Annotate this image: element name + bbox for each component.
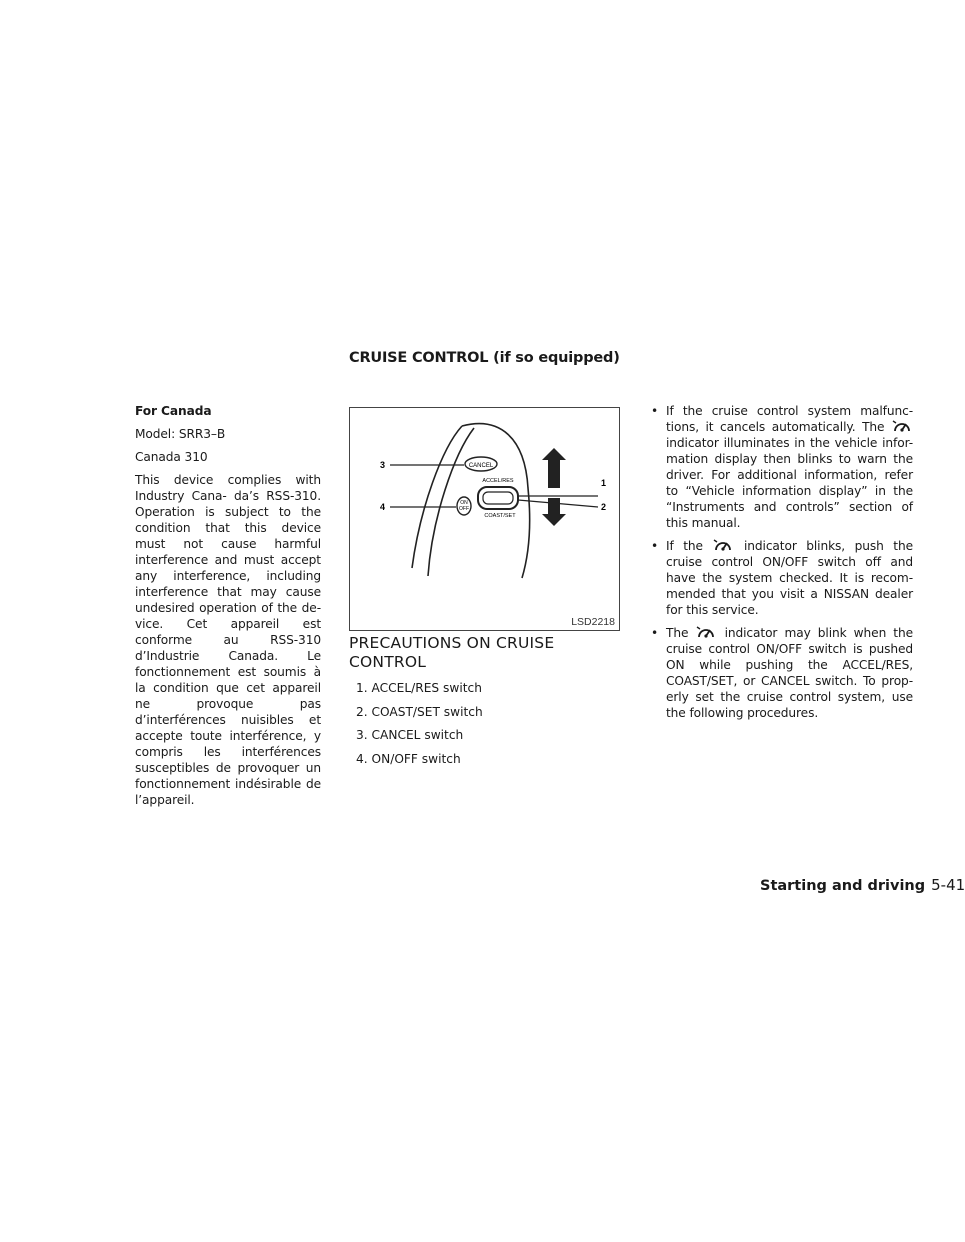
coast-set-label: COAST/SET	[484, 513, 516, 519]
bullet-text: If the	[666, 539, 703, 553]
callout-1: 1	[601, 478, 607, 488]
page-number: 5-41	[931, 876, 965, 894]
up-arrow-icon	[542, 448, 566, 488]
callout-2: 2	[601, 502, 607, 512]
callout-4: 4	[380, 502, 386, 512]
figure-code: LSD2218	[571, 616, 615, 628]
callout-3: 3	[380, 460, 386, 470]
bullet-text: indicator blinks, push the cruise control ON/OFF switch off and have the system checked. It is recom- mended that you visit a NISSAN dealer for this service.	[666, 539, 913, 617]
compliance-text: This device complies with Industry Cana- da’s RSS-310. Operation is subject to the condition that this device must not cause harmful interference and must accept any interference, including interference that may cause undesired operation of the de- vice. Cet appareil est conforme au RSS-310 d’Industrie Canada. Le fonctionnement est soumis à la condition que cet appareil ne provoque pas d’interférences nuisibles et accepte toute interférence, y compris les interférences susceptibles de provoquer un fonctionnement indésirable de l’appareil.	[135, 473, 321, 807]
bullet-text: The	[666, 626, 689, 640]
legend-item-2: 2. COAST/SET switch	[356, 704, 483, 719]
cruise-switch-figure	[349, 407, 620, 631]
accel-res-label: ACCEL/RES	[482, 478, 514, 484]
cruise-indicator-icon	[891, 419, 913, 433]
bullet-text: indicator illuminates in the vehicle infor- mation display then blinks to warn the driver. For additional information, refer to “Vehicle information display” in the “Instruments and controls” section of this manual.	[666, 436, 913, 530]
toggle-inner-shape	[483, 492, 513, 504]
precautions-heading: PRECAUTIONS ON CRUISE CONTROL	[349, 634, 555, 671]
footer-section-title: Starting and driving	[760, 878, 926, 894]
cruise-indicator-icon	[712, 538, 734, 552]
legend-item-1: 1. ACCEL/RES switch	[356, 681, 482, 695]
left-column	[135, 403, 321, 815]
model-text: Model: SRR3–B	[135, 427, 226, 441]
bullet-blinks	[649, 538, 913, 618]
bullet-text: indicator may blink when the cruise control ON/OFF switch is pushed ON while pushing the ACCEL/RES, COAST/SET, or CANCEL switch. To prop- erly set the cruise control system, use the following procedures.	[666, 626, 913, 720]
section-header: CRUISE CONTROL (if so equipped)	[349, 350, 620, 366]
for-canada-heading: For Canada	[135, 404, 212, 418]
cancel-label: CANCEL	[468, 463, 494, 469]
bullet-dot: •	[651, 539, 659, 553]
steering-switch-diagram	[350, 408, 621, 632]
figure-legend	[356, 680, 483, 774]
right-column	[649, 403, 913, 728]
off-label: OFF	[459, 506, 469, 512]
bullet-text: If the cruise control system malfunc- tions, it cancels automatically. The	[666, 404, 913, 434]
bullet-may-blink	[649, 625, 913, 721]
bullet-dot: •	[651, 626, 659, 640]
cruise-indicator-icon	[695, 625, 717, 639]
legend-item-3: 3. CANCEL switch	[356, 728, 464, 743]
bullet-malfunction	[649, 403, 913, 531]
on-label: ON	[460, 500, 468, 506]
canada-text: Canada 310	[135, 450, 208, 464]
legend-item-4: 4. ON/OFF switch	[356, 751, 461, 766]
page-footer	[760, 876, 965, 894]
bullet-dot: •	[651, 404, 659, 418]
